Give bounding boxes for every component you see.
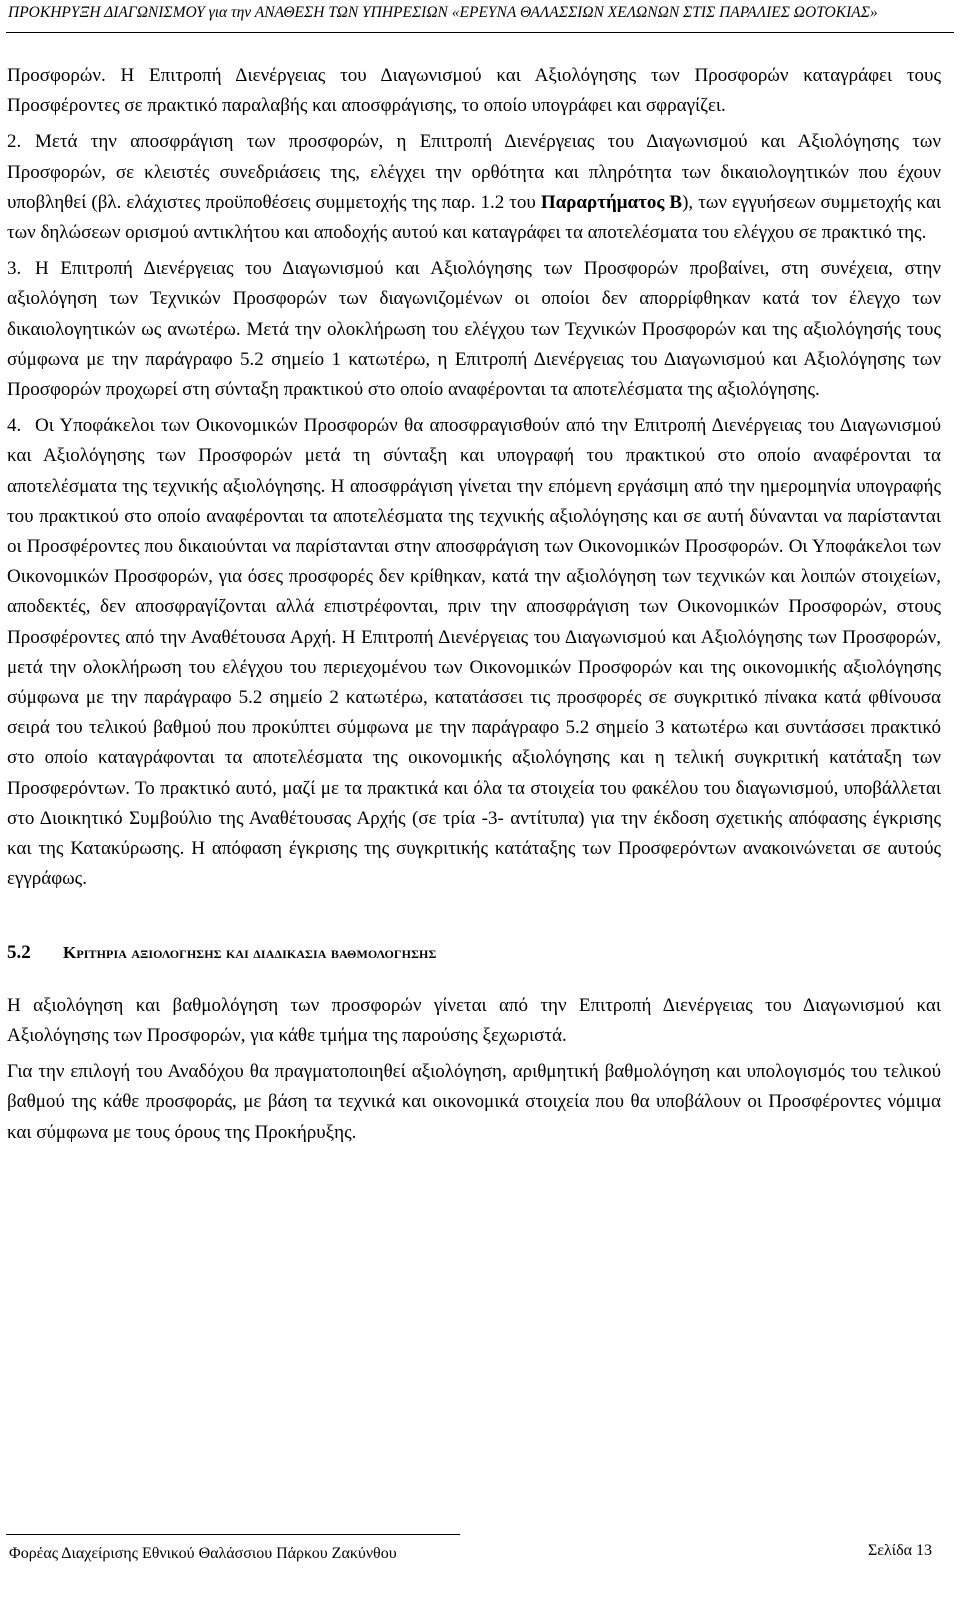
section-title: Κριτηρια αξιολογησης και διαδικασια βαθμολογησης	[63, 943, 437, 963]
paragraph-6: Για την επιλογή του Αναδόχου θα πραγματοποιηθεί αξιολόγηση, αριθμητική βαθμολόγηση και υπολογισμός του τελικού βαθμού της κάθε προσφοράς, με βάση τα τεχνικά και οικονομικά στοιχεία που θα υποβάλουν οι Προσφέροντες νόμιμα και σύμφωνα με τους όρους της Προκήρυξης.	[7, 1061, 941, 1143]
document-body	[7, 61, 941, 1154]
paragraph-2	[7, 127, 941, 248]
paragraph-5: Η αξιολόγηση και βαθμολόγηση των προσφορών γίνεται από την Επιτροπή Διενέργειας του Διαγωνισμού και Αξιολόγησης των Προσφορών, για κάθε τμήμα της παρούσης ξεχωριστά.	[7, 994, 941, 1046]
paragraph-continuation: Προσφορών. Η Επιτροπή Διενέργειας του Διαγωνισμού και Αξιολόγησης των Προσφορών καταγράφει τους Προσφέροντες σε πρακτικό παραλαβής και αποσφράγισης, το οποίο υπογράφει και σφραγίζει.	[7, 65, 941, 117]
header-divider	[6, 32, 954, 33]
paragraph-4-number: 4.	[7, 415, 22, 437]
paragraph-2-text-a: Μετά την αποσφράγιση των προσφορών, η Επιτροπή Διενέργειας του Διαγωνισμού και Αξιολόγησης των Προσφορών, σε κλειστές συνεδριάσεις της, ελέγχει την ορθότητα και πληρότητα των δικαιολογητικών που έχουν υποβληθεί (βλ. ελάχιστες προϋποθέσεις συμμετοχής της παρ. 1.2 του	[7, 131, 941, 213]
section-heading	[7, 938, 941, 968]
footer-divider	[6, 1534, 460, 1535]
paragraph-2-text-b: ), των εγγυήσεων συμμετοχής και των δηλώσεων ορισμού αντικλήτου και αποδοχής αυτού και καταγράφει τα αποτελέσματα του ελέγχου σε πρακτικό της.	[7, 191, 941, 244]
paragraph-2-number: 2.	[7, 131, 22, 153]
footer-organization: Φορέας Διαχείρισης Εθνικού Θαλάσσιου Πάρκου Ζακύνθου	[9, 1545, 397, 1562]
paragraph-4-text: Οι Υποφάκελοι των Οικονομικών Προσφορών θα αποσφραγισθούν από την Επιτροπή Διενέργειας του Διαγωνισμού και Αξιολόγησης των Προσφορών μετά τη σύνταξη και υπογραφή του πρακτικού στο οποίο αναφέρονται τα αποτελέσματα της τεχνικής αξιολόγησης. Η αποσφράγιση γίνεται την επόμενη εργάσιμη από την ημερομηνία υπογραφής του πρακτικού στο οποίο αναφέρονται τα αποτελέσματα της τεχνικής αξιολόγησης και σε αυτή δύνανται να παρίστανται οι Προσφέροντες που δικαιούνται να παρίστανται στην αποσφράγιση των Οικονομικών Προσφορών. Οι Υποφάκελοι των Οικονομικών Προσφορών, για όσες προσφορές δεν κρίθηκαν, κατά την αξιολόγηση των τεχνικών και λοιπών στοιχείων, αποδεκτές, δεν αποσφραγίζονται αλλά επιστρέφονται, πριν την αποσφράγιση των Οικονομικών Προσφορών, στους Προσφέροντες από την Αναθέτουσα Αρχή. Η Επιτροπή Διενέργειας του Διαγωνισμού και Αξιολόγησης των Προσφορών, μετά την ολοκλήρωση του ελέγχου του περιεχομένου των Οικονομικών Προσφορών και της οικονομικής αξιολόγησης σύμφωνα με την παράγραφο 5.2 σημείο 2 κατωτέρω, κατατάσσει τις προσφορές σε συγκριτικό πίνακα κατά φθίνουσα σειρά του τελικού βαθμού που προκύπτει σύμφωνα με την παράγραφο 5.2 σημείο 3 κατωτέρω και συντάσσει πρακτικό στο οποίο καταγράφονται τα αποτελέσματα της οικονομικής αξιολόγησης και η τελική συγκριτική κατάταξη των Προσφερόντων. Το πρακτικό αυτό, μαζί με τα πρακτικά και όλα τα στοιχεία του φακέλου του διαγωνισμού, υποβάλλεται στο Διοικητικό Συμβούλιο της Αναθέτουσας Αρχής (σε τρία -3- αντίτυπα) για την έκδοση σχετικής απόφασης έγκρισης και της Κατακύρωσης. Η απόφαση έγκρισης της συγκριτικής κατάταξης των Προσφερόντων ανακοινώνεται σε αυτούς εγγράφως.	[7, 415, 941, 890]
section-number: 5.2	[7, 942, 31, 964]
paragraph-4	[7, 411, 941, 894]
paragraph-3-text: Η Επιτροπή Διενέργειας του Διαγωνισμού και Αξιολόγησης των Προσφορών προβαίνει, στη συνέχεια, στην αξιολόγηση των Τεχνικών Προσφορών των διαγωνιζομένων οι οποίοι δεν απορρίφθηκαν κατά τον έλεγχο των δικαιολογητικών ως ανωτέρω. Μετά την ολοκλήρωση του ελέγχου των Τεχνικών Προσφορών και της αξιολόγησής τους σύμφωνα με την παράγραφο 5.2 σημείο 1 κατωτέρω, η Επιτροπή Διενέργειας του Διαγωνισμού και Αξιολόγησης των Προσφορών προχωρεί στη σύνταξη πρακτικού στο οποίο αναφέρονται τα αποτελέσματα της αξιολόγησης.	[7, 258, 941, 401]
paragraph-2-bold-ref: Παραρτήματος Β	[540, 191, 683, 213]
page-header: ΠΡΟΚΗΡΥΞΗ ΔΙΑΓΩΝΙΣΜΟΥ για την ΑΝΑΘΕΣΗ ΤΩΝ ΥΠΗΡΕΣΙΩΝ «ΕΡΕΥΝΑ ΘΑΛΑΣΣΙΩΝ ΧΕΛΩΝΩΝ ΣΤΙΣ ΠΑΡΑΛΙΕΣ ΩΟΤΟΚΙΑΣ»	[8, 4, 878, 21]
page-number: Σελίδα 13	[867, 1542, 932, 1559]
paragraph-3-number: 3.	[7, 258, 22, 280]
paragraph-3	[7, 254, 941, 405]
